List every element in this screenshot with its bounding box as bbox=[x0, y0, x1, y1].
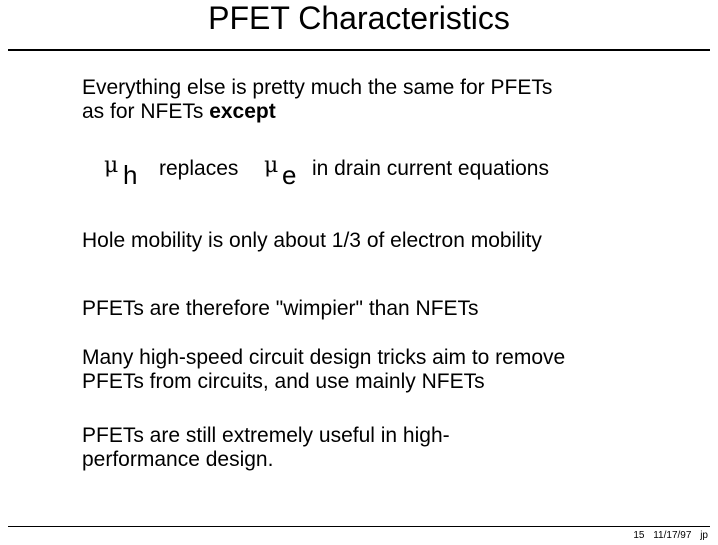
paragraph-still-useful bbox=[82, 424, 450, 472]
paragraph-intro bbox=[82, 76, 552, 124]
page-number: 15 bbox=[633, 530, 645, 541]
footer-date: 11/17/97 bbox=[653, 530, 692, 541]
slide-title: PFET Characteristics bbox=[208, 0, 510, 36]
mu-e-symbol: μ bbox=[264, 153, 279, 178]
footer-divider bbox=[8, 526, 710, 527]
paragraph-intro-line-1: Everything else is pretty much the same for PFETs bbox=[82, 76, 553, 99]
title-divider bbox=[8, 49, 710, 51]
equations-text: in drain current equations bbox=[312, 157, 549, 180]
mobility-replacement-line bbox=[104, 152, 664, 192]
mu-e-subscript: e bbox=[282, 160, 297, 190]
paragraph-wimpier: PFETs are therefore "wimpier" than NFETs bbox=[82, 297, 479, 320]
footer-initials: jp bbox=[700, 530, 708, 541]
paragraph-design-tricks bbox=[82, 346, 565, 394]
except-emphasis: except bbox=[209, 100, 276, 123]
replaces-text: replaces bbox=[159, 157, 239, 180]
slide-footer bbox=[627, 530, 708, 542]
paragraph-still-useful-line-1: PFETs are still extremely useful in high- bbox=[82, 424, 450, 447]
paragraph-still-useful-line-2: performance design. bbox=[82, 448, 274, 471]
paragraph-intro-line-2 bbox=[82, 100, 552, 124]
mu-h-symbol: μ bbox=[104, 153, 119, 178]
paragraph-design-tricks-line-2: PFETs from circuits, and use mainly NFETs bbox=[82, 370, 485, 393]
paragraph-design-tricks-line-1: Many high-speed circuit design tricks aim to remove bbox=[82, 346, 566, 369]
paragraph-hole-mobility: Hole mobility is only about 1/3 of electron mobility bbox=[82, 229, 542, 252]
mu-h-subscript: h bbox=[123, 160, 138, 190]
intro-text: as for NFETs bbox=[82, 100, 210, 123]
